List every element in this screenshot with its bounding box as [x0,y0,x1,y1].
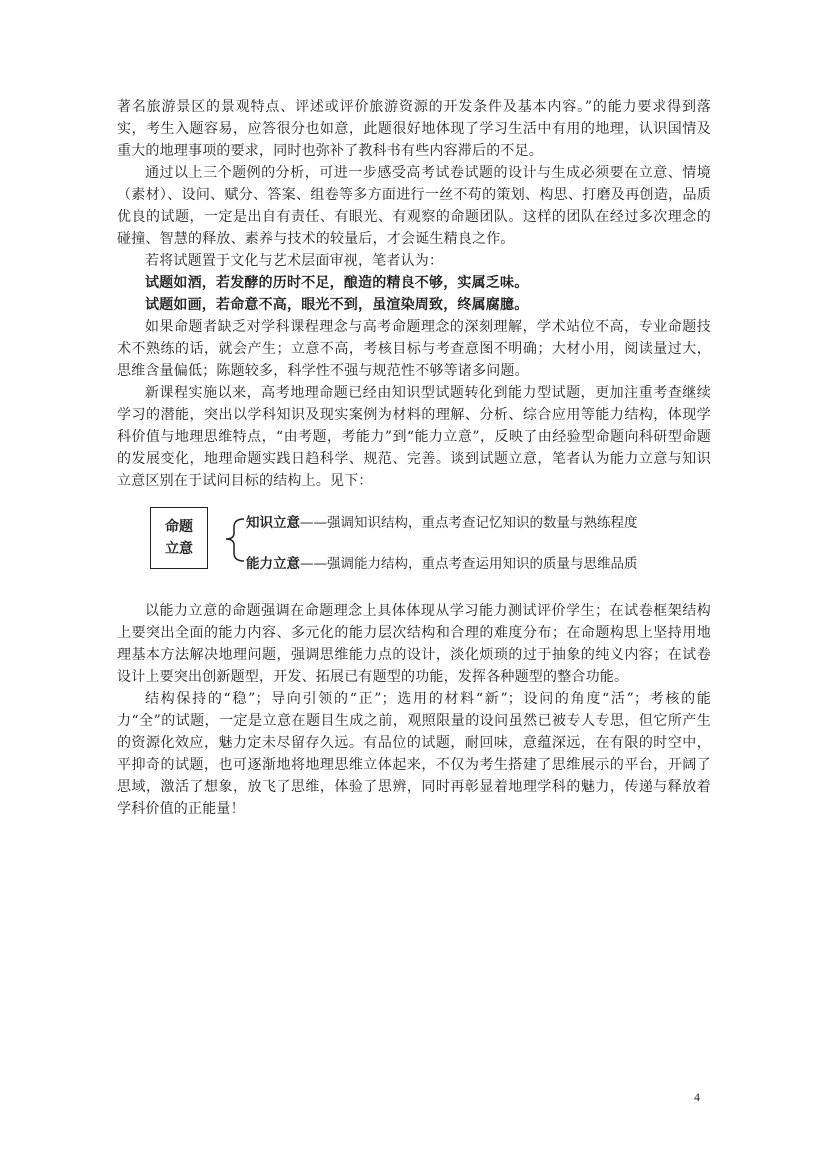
paragraph: 新课程实施以来，高考地理命题已经由知识型试题转化到能力型试题，更加注重考查继续学习的潜能，突出以学科知识及现实案例为材料的理解、分析、综合应用等能力结构，体现学科价值与地理思维特点，“由考题，考能力”到“能力立意”，反映了由经验型命题向科研型命题的发展变化，地理命题实践日趋科学、规范、完善。谈到试题立意，笔者认为能力立意与知识立意区别在于试问目标的结构上。见下： [117,385,711,489]
body-text-bottom [117,600,711,820]
paragraph: 结构保持的“稳”；导向引领的“正”；选用的材料“新”；设问的角度“活”；考核的能力“全”的试题，一定是立意在题目生成之前，观照限量的设问虽然已被专人专思，但它所产生的资源化效应，魅力定未尽留存久远。有品位的试题，耐回味，意蕴深远，在有限的时空中，平抑奇的试题，也可逐渐地将地理思维立体起来，不仅为考生搭建了思维展示的平台，开阔了思域，激活了想象，放飞了思维，体验了思辨，同时再彰显着地理学科的魅力，传递与释放着学科价值的正能量！ [117,691,711,817]
branch-body: ——强调能力结构，重点考查运用知识的质量与思维品质 [300,556,638,572]
concept-diagram [150,505,710,573]
bold-statement: 试题如画，若命意不高，眼光不到，虽渲染周致，终属腐臆。 [145,297,529,313]
paragraph: 以能力立意的命题强调在命题理念上具体体现从学习能力测试评价学生；在试卷框架结构上要突出全面的能力内容、多元化的能力层次结构和合理的难度分布；在命题构思上坚持用地理基本方法解决地理问题，强调思维能力点的设计，淡化烦琐的过于抽象的纯义内容；在试卷设计上要突出创新题型，开发、拓展已有题型的功能，发挥各种题型的整合功能。 [117,603,711,685]
body-text-top [117,96,711,492]
diagram-root-label-line2: 立意 [165,541,193,557]
page-number: 4 [694,1090,700,1104]
branch-head: 知识立意 [246,515,300,531]
diagram-branch-ability [246,552,638,572]
branch-body: ——强调知识结构，重点考查记忆知识的数量与熟练程度 [300,515,638,531]
diagram-root-box [150,507,208,569]
paragraph: 通过以上三个题例的分析，可进一步感受高考试卷试题的设计与生成必须要在立意、情境（素材）、设问、赋分、答案、组卷等多方面进行一丝不苟的策划、构思、打磨及再创造，品质优良的试题，一定是出自有责任、有眼光、有观察的命题团队。这样的团队在经过多次理念的碰撞、智慧的释放、素养与技术的较量后，才会诞生精良之作。 [117,165,711,247]
paragraph: 若将试题置于文化与艺术层面审视，笔者认为： [145,253,444,269]
diagram-branch-knowledge [246,511,638,531]
branch-head: 能力立意 [246,556,300,572]
paragraph: 如果命题者缺乏对学科课程理念与高考命题理念的深刻理解，学术站位不高，专业命题技术不熟练的话，就会产生；立意不高，考核目标与考查意图不明确；大材小用，阅读量过大，思维含量偏低；陈题较多，科学性不强与规范性不够等诸多问题。 [117,319,711,379]
bold-statement: 试题如酒，若发酵的历时不足，酿造的精良不够，实属乏味。 [145,275,529,291]
diagram-root-label-line1: 命题 [165,519,193,535]
brace-connector [216,505,246,573]
paragraph: 著名旅游景区的景观特点、评述或评价旅游资源的开发条件及基本内容。”的能力要求得到落实，考生入题容易，应答很分也如意，此题很好地体现了学习生活中有用的地理，认识国情及重大的地理事项的要求，同时也弥补了教科书有些内容滞后的不足。 [117,99,711,159]
